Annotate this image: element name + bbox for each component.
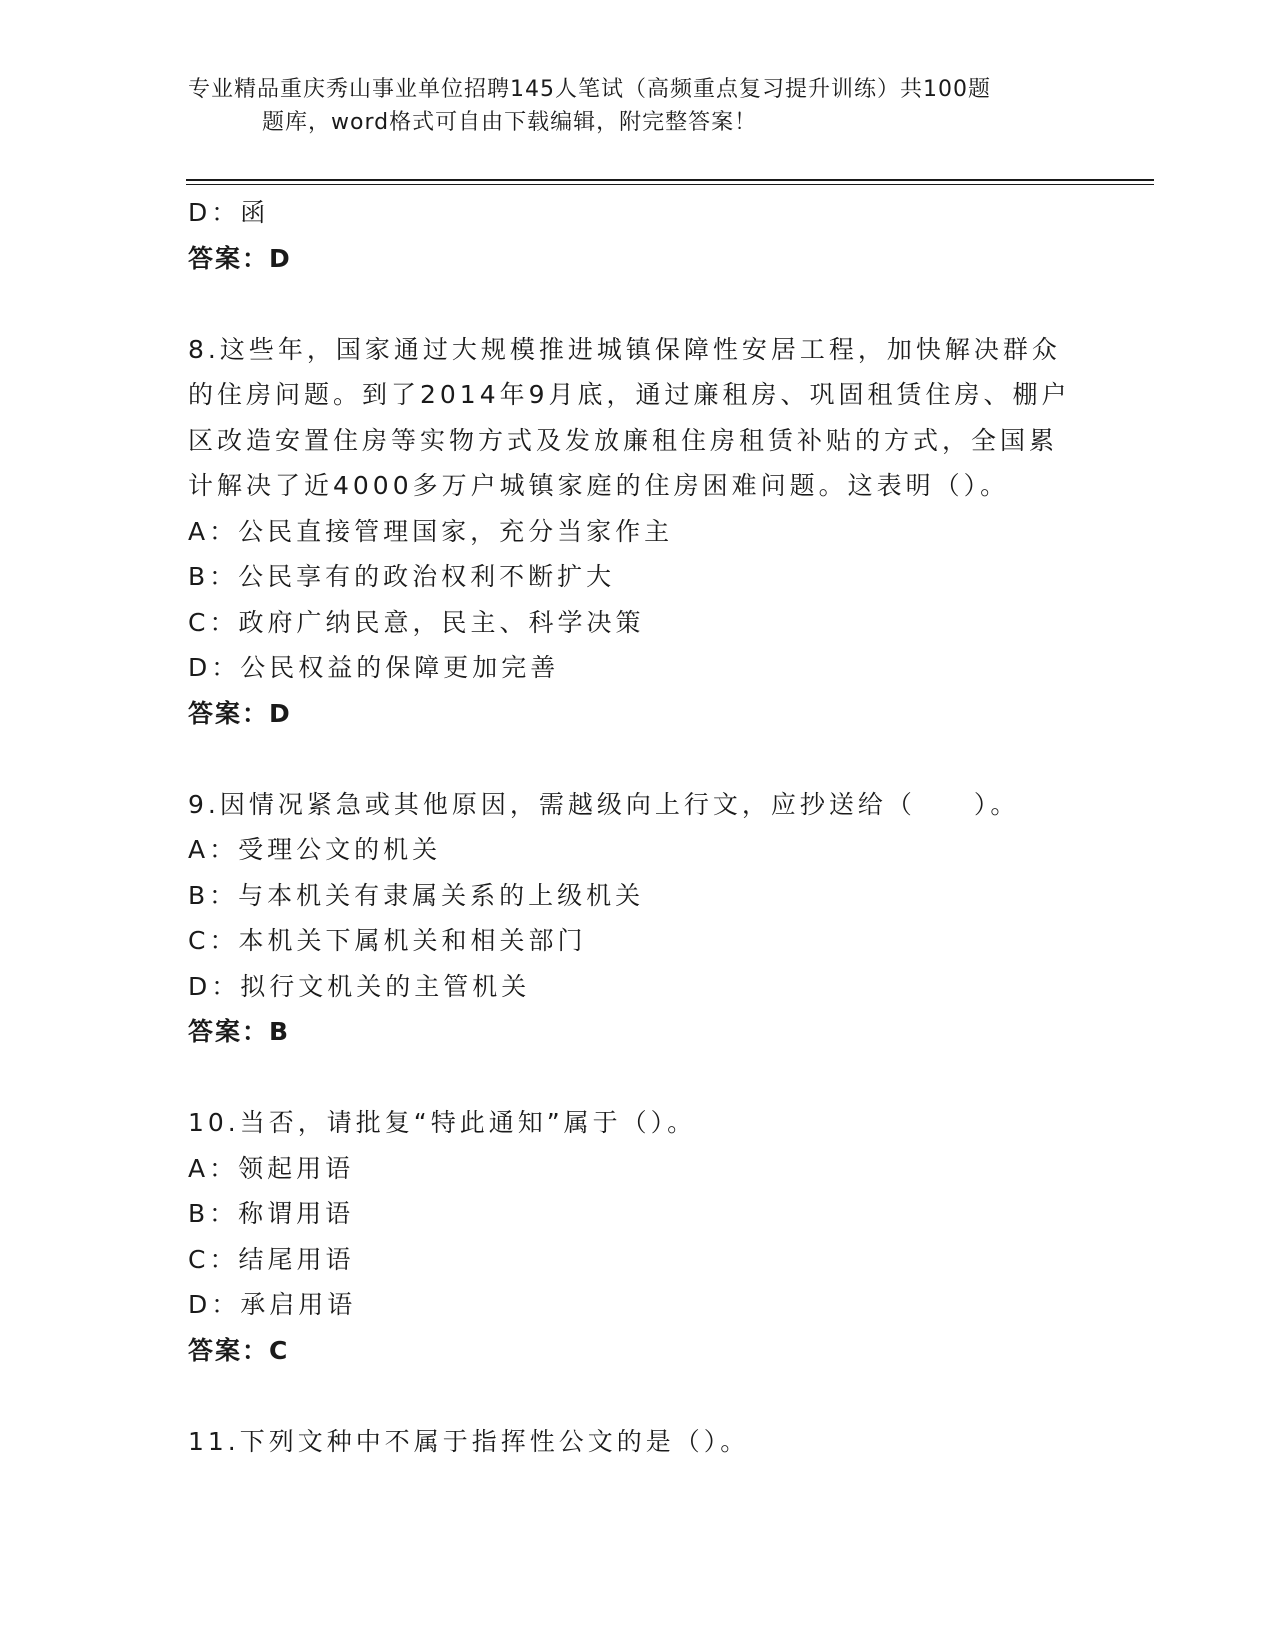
answer-label: 答案：D [188,698,292,728]
answer-label: 答案：C [188,1335,290,1365]
question-stem: 10.当否，请批复“特此通知”属于（）。 [188,1108,697,1137]
answer-label: 答案：D [188,243,292,273]
option-c: C：政府广纳民意，民主、科学决策 [188,607,645,637]
header-title-line2: 题库，word格式可自由下载编辑，附完整答案！ [262,110,758,135]
question-10 [188,1100,1088,1373]
header-title-line1: 专业精品重庆秀山事业单位招聘145人笔试（高频重点复习提升训练）共100题 [188,77,991,102]
option-d: D：函 [188,198,270,227]
option-d: D：拟行文机关的主管机关 [188,971,531,1001]
option-a: A：受理公文的机关 [188,835,442,864]
answer-label: 答案：B [188,1017,291,1046]
option-c: C：结尾用语 [188,1244,355,1274]
option-b: B：公民享有的政治权利不断扩大 [188,562,616,591]
question-8 [188,327,1088,737]
option-b: B：称谓用语 [188,1199,355,1228]
header-rule-thick [186,179,1154,181]
option-c: C：本机关下属机关和相关部门 [188,926,587,955]
option-a: A：领起用语 [188,1153,355,1183]
question-stem-line: 8.这些年，国家通过大规模推进城镇保障性安居工程，加快解决群众 [188,334,1061,364]
option-d: D：承启用语 [188,1290,357,1319]
question-11 [188,1419,1088,1465]
option-b: B：与本机关有隶属关系的上级机关 [188,880,645,910]
option-a: A：公民直接管理国家，充分当家作主 [188,516,674,546]
question-content [188,190,1088,1464]
question-stem-line: 的住房问题。到了2014年9月底，通过廉租房、巩固租赁住房、棚户 [188,380,1071,409]
question-stem: 11.下列文种中不属于指挥性公文的是（）。 [188,1426,750,1456]
spacer [188,1373,1088,1419]
question-stem: 9.因情况紧急或其他原因，需越级向上行文，应抄送给（ ）。 [188,789,1020,819]
question-stem-line: 区改造安置住房等实物方式及发放廉租住房租赁补贴的方式，全国累 [188,425,1059,455]
spacer [188,736,1088,782]
question-stem-line: 计解决了近4000多万户城镇家庭的住房困难问题。这表明（）。 [188,471,1010,500]
spacer [188,281,1088,327]
question-9 [188,782,1088,1055]
spacer [188,1055,1088,1101]
header-rule-thin [186,184,1154,185]
option-d: D：公民权益的保障更加完善 [188,653,560,682]
